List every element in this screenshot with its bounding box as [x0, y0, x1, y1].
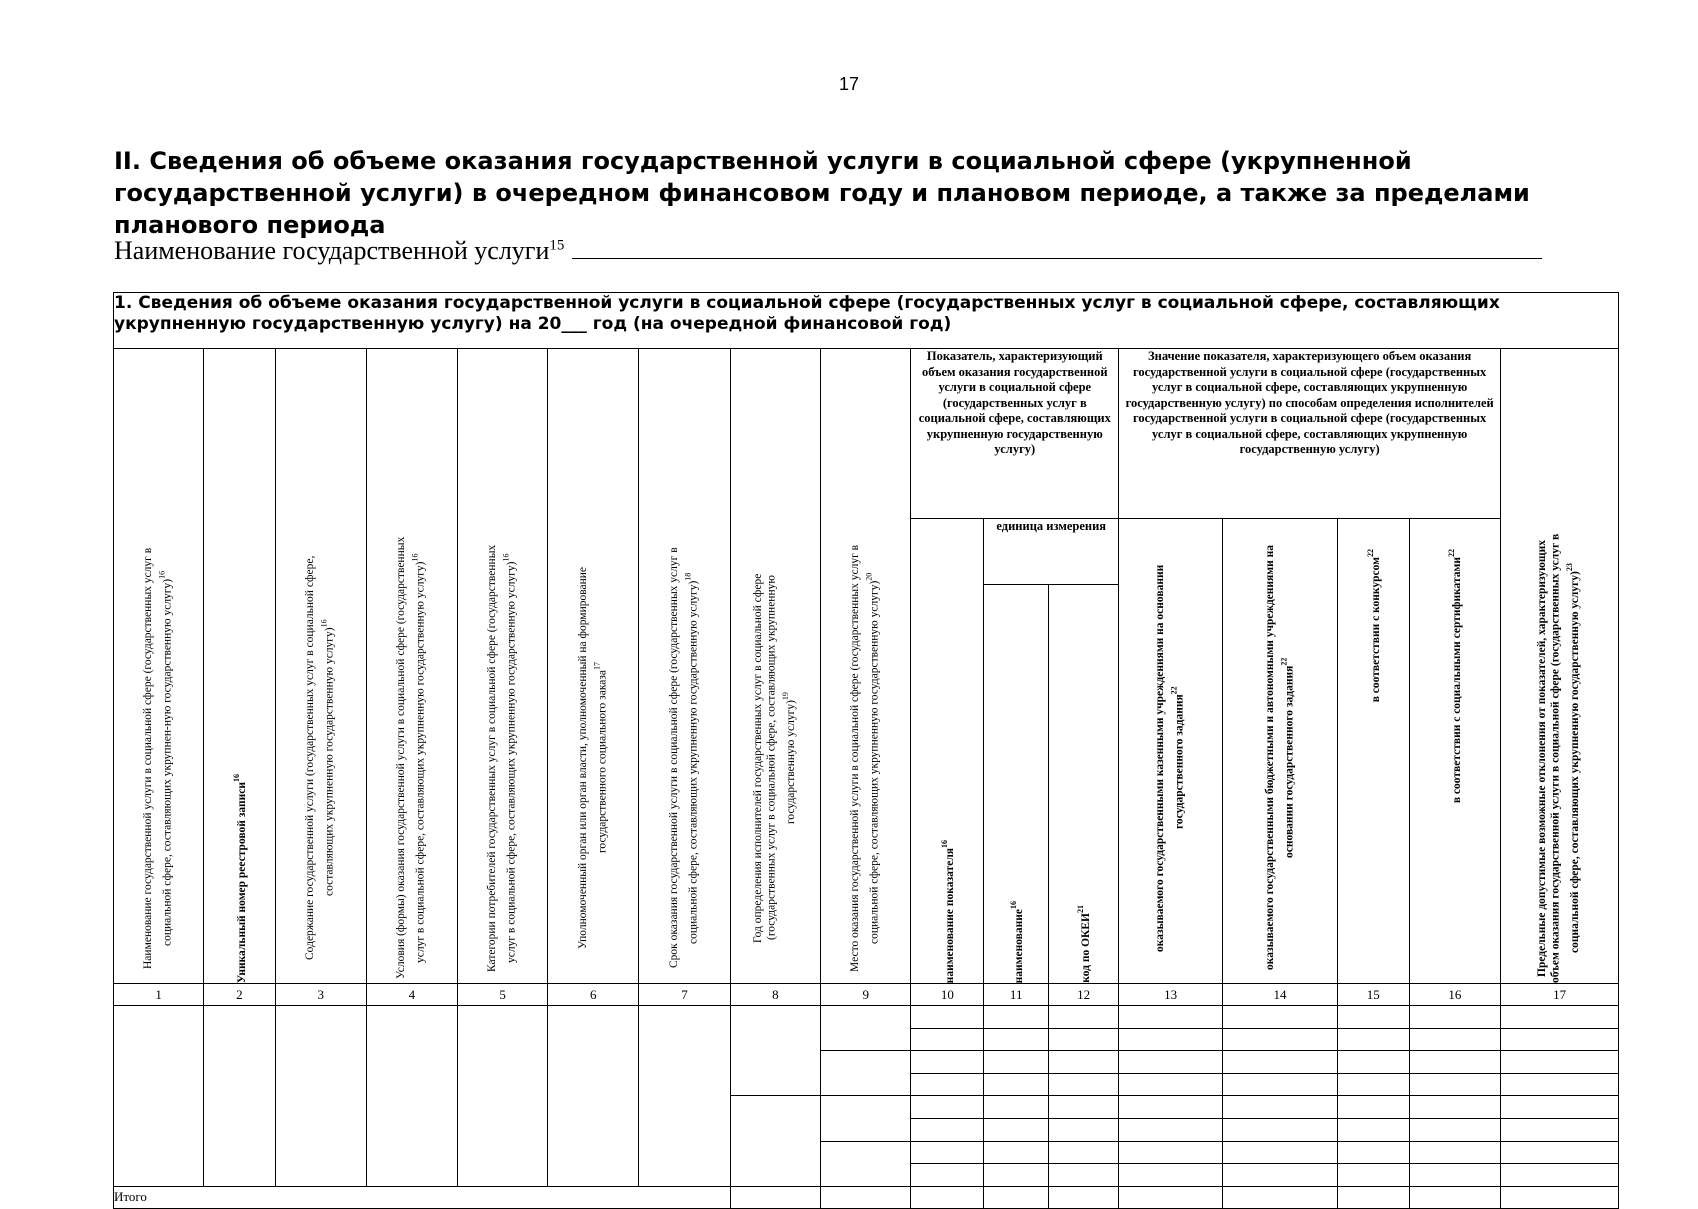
- table-cell[interactable]: [1409, 1051, 1501, 1074]
- table-cell[interactable]: [1409, 1096, 1501, 1119]
- table-cell[interactable]: [1049, 1186, 1119, 1208]
- table-cell[interactable]: [821, 1186, 911, 1208]
- table-cell[interactable]: [1501, 1006, 1619, 1029]
- service-name-label: Наименование государственной услуги: [114, 236, 550, 265]
- header-col-14: оказываемого государственными бюджетными и автономными учреждениями на основании государственного задания$^{22}$: [1223, 519, 1338, 984]
- table-cell[interactable]: [1501, 1028, 1619, 1051]
- header-col-2: Уникальный номер реестровой записи$^{16}$: [204, 349, 275, 984]
- table-cell[interactable]: [984, 1186, 1049, 1208]
- table-cell[interactable]: [911, 1096, 984, 1119]
- table-cell[interactable]: [1337, 1006, 1409, 1029]
- table-cell[interactable]: [1049, 1164, 1119, 1187]
- table-cell[interactable]: [1337, 1141, 1409, 1164]
- column-number-row: [114, 984, 1619, 1006]
- column-number: 2: [204, 984, 275, 1006]
- table-cell[interactable]: [1119, 1118, 1223, 1141]
- table-cell[interactable]: [1119, 1141, 1223, 1164]
- table-cell[interactable]: [1501, 1096, 1619, 1119]
- column-number: 10: [911, 984, 984, 1006]
- table-cell[interactable]: [1049, 1141, 1119, 1164]
- header-col-4: Условия (формы) оказания государственной услуги в социальной сфере (государственных услуг в социальной сфере, составляющих укрупненную государственную услугу)$^{16}$: [366, 349, 457, 984]
- table-cell[interactable]: [204, 1006, 275, 1187]
- header-col-10: наименование показателя$^{16}$: [911, 519, 984, 984]
- table-cell[interactable]: [1223, 1141, 1338, 1164]
- column-number: 5: [457, 984, 547, 1006]
- volume-table: [113, 292, 1619, 1209]
- table-cell[interactable]: [114, 1006, 204, 1187]
- table-cell[interactable]: [730, 1096, 821, 1186]
- table-cell[interactable]: [821, 1006, 911, 1051]
- section-title: II. Сведения об объеме оказания государственной услуги в социальной сфере (укрупненной государственной услуги) в очередном финансовом году и плановом периоде, а также за пределами планового периода: [114, 147, 1530, 239]
- table-cell[interactable]: [1501, 1141, 1619, 1164]
- header-col-16: в соответствии с социальными сертификатами$^{22}$: [1409, 519, 1501, 984]
- table-cell[interactable]: [984, 1051, 1049, 1074]
- table-cell[interactable]: [639, 1006, 730, 1187]
- table-cell[interactable]: [366, 1006, 457, 1187]
- table-cell[interactable]: [1337, 1186, 1409, 1208]
- table-cell[interactable]: [911, 1118, 984, 1141]
- table-cell[interactable]: [911, 1186, 984, 1208]
- table-cell[interactable]: [1501, 1186, 1619, 1208]
- column-number: 13: [1119, 984, 1223, 1006]
- table-title: 1. Сведения об объеме оказания государственной услуги в социальной сфере (государственных услуг в социальной сфере, составляющих укрупненную государственную услугу) на 20___ год (на очередной финансовой год): [114, 293, 1619, 349]
- header-col-9: Место оказания государственной услуги в социальной сфере (государственных услуг в социальной сфере, составляющих укрупненную государственную услугу)$^{20}$: [821, 349, 911, 984]
- table-cell[interactable]: [1501, 1073, 1619, 1096]
- table-cell[interactable]: [275, 1006, 366, 1187]
- table-cell[interactable]: [1223, 1006, 1338, 1029]
- column-number: 12: [1049, 984, 1119, 1006]
- table-cell[interactable]: [1119, 1006, 1223, 1029]
- table-cell[interactable]: [1119, 1186, 1223, 1208]
- table-cell[interactable]: [1409, 1141, 1501, 1164]
- table-cell[interactable]: [1337, 1118, 1409, 1141]
- header-col-5: Категории потребителей государственных услуг в социальной сфере (государственных услуг в социальной сфере, составляющих укрупненную государственную услугу)$^{16}$: [457, 349, 547, 984]
- table-cell[interactable]: [984, 1006, 1049, 1029]
- table-cell[interactable]: [911, 1073, 984, 1096]
- table-cell[interactable]: [457, 1006, 547, 1187]
- table-cell[interactable]: [730, 1006, 821, 1096]
- table-cell[interactable]: [984, 1073, 1049, 1096]
- header-unit-group: единица измерения: [984, 519, 1119, 585]
- column-number: 4: [366, 984, 457, 1006]
- table-cell[interactable]: [1223, 1118, 1338, 1141]
- header-col-8: Год определения исполнителей государственных услуг в социальной сфере (государственных услуг в социальной сфере, составляющих укрупненную государственную услугу)$^{19}$: [730, 349, 821, 984]
- table-cell[interactable]: [1049, 1028, 1119, 1051]
- table-cell[interactable]: [1337, 1028, 1409, 1051]
- table-cell[interactable]: [1119, 1096, 1223, 1119]
- table-cell[interactable]: [1223, 1164, 1338, 1187]
- table-cell[interactable]: [821, 1096, 911, 1141]
- table-cell[interactable]: [984, 1164, 1049, 1187]
- table-cell[interactable]: [1223, 1028, 1338, 1051]
- table-cell[interactable]: [1223, 1073, 1338, 1096]
- table-cell[interactable]: [821, 1051, 911, 1096]
- table-cell[interactable]: [1223, 1051, 1338, 1074]
- table-cell[interactable]: [1049, 1096, 1119, 1119]
- header-indicator-group: Показатель, характеризующий объем оказания государственной услуги в социальной сфере (государственных услуг в социальной сфере, составляющих укрупненную государственную услугу): [911, 349, 1119, 519]
- table-cell[interactable]: [1049, 1051, 1119, 1074]
- column-number: 17: [1501, 984, 1619, 1006]
- table-cell[interactable]: [1119, 1028, 1223, 1051]
- header-col-1: Наименование государственной услуги в социальной сфере (государственных услуг в социальной сфере, составляющих укрупнен-ную государственную услугу)$^{16}$: [114, 349, 204, 984]
- footnote-ref: 15: [549, 237, 565, 254]
- service-name-blank[interactable]: [572, 236, 1542, 259]
- table-cell[interactable]: [911, 1006, 984, 1029]
- table-cell[interactable]: [1409, 1164, 1501, 1187]
- column-number: 3: [275, 984, 366, 1006]
- column-number: 6: [548, 984, 639, 1006]
- table-cell[interactable]: [911, 1141, 984, 1164]
- service-name-line: [114, 236, 1589, 266]
- column-number: 7: [639, 984, 730, 1006]
- table-cell[interactable]: [911, 1028, 984, 1051]
- table-cell[interactable]: [1337, 1096, 1409, 1119]
- header-col-12: код по ОКЕИ$^{21}$: [1049, 585, 1119, 984]
- header-col-3: Содержание государственной услуги (государственных услуг в социальной сфере, составляющих укрупненную государственную услугу)$^{16}$: [275, 349, 366, 984]
- table-cell[interactable]: [1223, 1096, 1338, 1119]
- table-cell[interactable]: [1223, 1186, 1338, 1208]
- table-cell[interactable]: [1409, 1028, 1501, 1051]
- table-cell[interactable]: [1409, 1118, 1501, 1141]
- table-cell[interactable]: [548, 1006, 639, 1187]
- column-number: 11: [984, 984, 1049, 1006]
- page-number: 17: [838, 74, 860, 94]
- table-row: [114, 1006, 1619, 1029]
- table-cell[interactable]: [1501, 1051, 1619, 1074]
- table-cell[interactable]: [1337, 1051, 1409, 1074]
- column-number: 14: [1223, 984, 1338, 1006]
- table-cell[interactable]: [1049, 1073, 1119, 1096]
- table-cell[interactable]: [1119, 1073, 1223, 1096]
- column-number: 8: [730, 984, 821, 1006]
- table-cell[interactable]: [1049, 1006, 1119, 1029]
- table-cell[interactable]: [1501, 1118, 1619, 1141]
- table-cell[interactable]: [984, 1118, 1049, 1141]
- table-cell[interactable]: [1409, 1073, 1501, 1096]
- column-number: 16: [1409, 984, 1501, 1006]
- table-cell[interactable]: [1501, 1164, 1619, 1187]
- header-col-15: в соответствии с конкурсом$^{22}$: [1337, 519, 1409, 984]
- table-cell[interactable]: [730, 1186, 821, 1208]
- table-cell[interactable]: [984, 1096, 1049, 1119]
- total-label: Итого: [114, 1186, 731, 1208]
- column-number: 1: [114, 984, 204, 1006]
- header-col-11: наименование$^{16}$: [984, 585, 1049, 984]
- header-col-13: оказываемого государственными казенными учреждениями на основании государственного задания$^{22}$: [1119, 519, 1223, 984]
- table-cell[interactable]: [911, 1164, 984, 1187]
- header-value-group: Значение показателя, характеризующего объем оказания государственной услуги в социальной сфере (государственных услуг в социальной сфере, составляющих укрупненную государственную услугу) по способам определения исполнителей государственной услуги в социальной сфере (государственных услуг в социальной сфере, составляющих укрупненную государственную услугу): [1119, 349, 1501, 519]
- total-row: [114, 1186, 1619, 1208]
- table-cell[interactable]: [1119, 1051, 1223, 1074]
- header-col-7: Срок оказания государственной услуги в социальной сфере (государственных услуг в социальной сфере, составляющих укрупненную государственную услугу)$^{18}$: [639, 349, 730, 984]
- table-cell[interactable]: [1409, 1186, 1501, 1208]
- table-cell[interactable]: [984, 1028, 1049, 1051]
- table-cell[interactable]: [984, 1141, 1049, 1164]
- column-number: 9: [821, 984, 911, 1006]
- table-cell[interactable]: [1119, 1164, 1223, 1187]
- header-col-17: Предельные допустимые возможные отклонения от показателей, характеризующих объем оказания государственной услуги в социальной сфере (государственных услуг в социальной сфере, составляющих укрупненную государственную услугу)$^{23}$: [1501, 349, 1619, 984]
- table-cell[interactable]: [911, 1051, 984, 1074]
- table-cell[interactable]: [1049, 1118, 1119, 1141]
- table-cell[interactable]: [1337, 1164, 1409, 1187]
- table-cell[interactable]: [1337, 1073, 1409, 1096]
- table-cell[interactable]: [1409, 1006, 1501, 1029]
- table-cell[interactable]: [821, 1141, 911, 1186]
- column-number: 15: [1337, 984, 1409, 1006]
- header-col-6: Уполномоченный орган или орган власти, уполномоченный на формирование государственного социального заказа$^{17}$: [548, 349, 639, 984]
